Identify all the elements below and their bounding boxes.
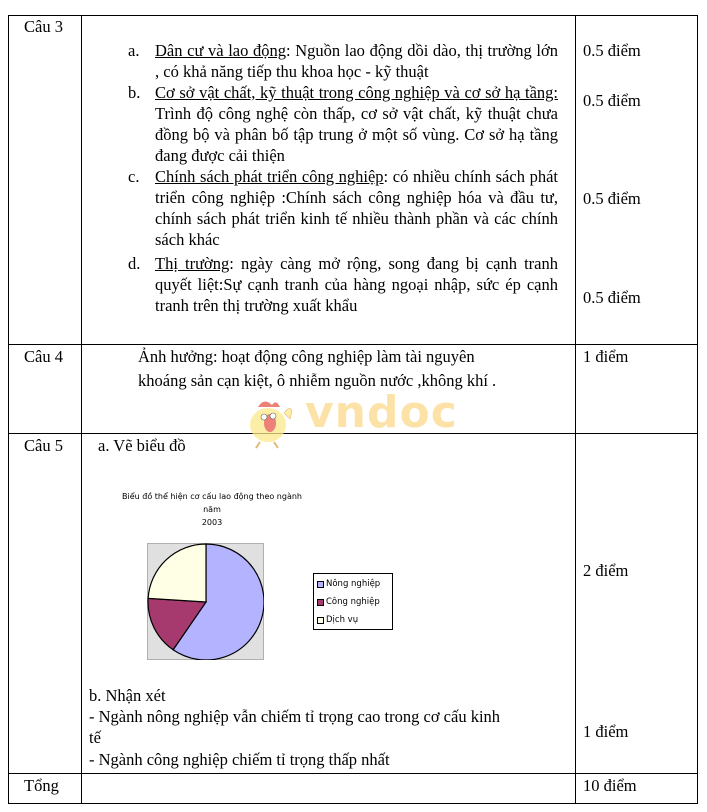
row-divider-1 — [9, 344, 697, 345]
item-marker: a. — [128, 41, 140, 60]
question-label-5: Câu 5 — [24, 436, 63, 455]
item-marker: c. — [128, 167, 140, 186]
legend-swatch — [317, 599, 324, 606]
answer-item-a — [128, 40, 558, 82]
chart-title-line-2: 2003 — [201, 518, 223, 527]
item-text: : có nhiều chính sách phát triển công nghiệp :Chính sách công nghiệp hóa và đầu tư, chính sách phát triển kinh tế nhiều thành phần và các chính sách khác — [155, 167, 558, 249]
vndoc-watermark — [240, 387, 458, 455]
score-item-a: 0.5 điểm — [583, 41, 641, 60]
watermark-text: vndoc — [305, 387, 458, 438]
chicken-mascot-icon — [240, 395, 300, 450]
score-part-b: 1 điểm — [583, 722, 629, 741]
item-heading: Dân cư và lao động — [155, 41, 287, 60]
legend-swatch — [317, 581, 324, 588]
pie-plot-area — [147, 543, 264, 660]
item-text: Trình độ công nghệ còn thấp, cơ sở vật chất, kỹ thuật chưa đồng bộ và phân bố tập trung ở một số vùng. Cơ sở hạ tầng đang được cải thiện — [155, 104, 558, 165]
item-text: : Nguồn lao động dồi dào, thị trường lớn , có khả năng tiếp thu khoa học - kỹ thuật — [155, 41, 558, 81]
question-label-4: Câu 4 — [24, 347, 63, 366]
legend-label: Nông nghiệp — [326, 579, 381, 589]
chart-title — [112, 490, 312, 529]
legend-item-dich-vu — [317, 615, 358, 625]
item-heading: Chính sách phát triển công nghiệp — [155, 167, 384, 186]
score-item-b: 0.5 điểm — [583, 91, 641, 110]
answer-text-line-1: Ảnh hưởng: hoạt động công nghiệp làm tài nguyên — [138, 347, 475, 366]
column-divider-2 — [575, 16, 576, 803]
part-b-title: b. Nhận xét — [89, 686, 166, 705]
item-marker: b. — [128, 83, 141, 102]
column-divider-1 — [81, 16, 82, 803]
score-item-d: 0.5 điểm — [583, 288, 641, 307]
pie-chart — [147, 543, 264, 660]
part-b-line-2: - Ngành công nghiệp chiếm tỉ trọng thấp nhất — [89, 750, 390, 769]
item-heading: Cơ sở vật chất, kỹ thuật trong công nghiệp và cơ sở hạ tầng: — [155, 83, 558, 102]
chart-legend — [313, 573, 393, 630]
legend-item-nong-nghiep — [317, 579, 380, 589]
item-heading: Thị trường — [155, 254, 230, 273]
total-label: Tổng — [24, 776, 59, 795]
pie-slice-2 — [148, 544, 206, 602]
part-b-line-1: - Ngành nông nghiệp vẫn chiếm tỉ trọng cao trong cơ cấu kinh — [89, 707, 501, 726]
legend-label: Công nghiệp — [326, 597, 380, 607]
score-item-c: 0.5 điểm — [583, 189, 641, 208]
row-divider-3 — [9, 773, 697, 774]
legend-item-cong-nghiep — [317, 597, 380, 607]
part-b-line-1-cont: tế — [89, 728, 101, 747]
chart-title-line-1: Biểu đồ thể hiện cơ cấu lao động theo ngành năm — [122, 492, 302, 514]
question-label-3: Câu 3 — [24, 17, 63, 36]
score-part-a: 2 điểm — [583, 561, 629, 580]
item-marker: d. — [128, 254, 141, 273]
total-score: 10 điểm — [583, 776, 637, 795]
answer-item-c — [128, 166, 558, 250]
answer-text-line-2: khoáng sản cạn kiệt, ô nhiễm nguồn nước ,không khí . — [138, 371, 497, 390]
legend-swatch — [317, 617, 324, 624]
item-text: : ngày càng mở rộng, song đang bị cạnh tranh quyết liệt:Sự cạnh tranh của hàng ngoại nhập, sức ép cạnh tranh trên thị trường xuất khẩu — [155, 254, 558, 315]
score-question-4: 1 điểm — [583, 347, 629, 366]
answer-item-d — [128, 253, 558, 316]
answer-item-b — [128, 82, 558, 166]
part-a-label: a. Vẽ biểu đồ — [98, 436, 186, 455]
legend-label: Dịch vụ — [326, 615, 359, 625]
